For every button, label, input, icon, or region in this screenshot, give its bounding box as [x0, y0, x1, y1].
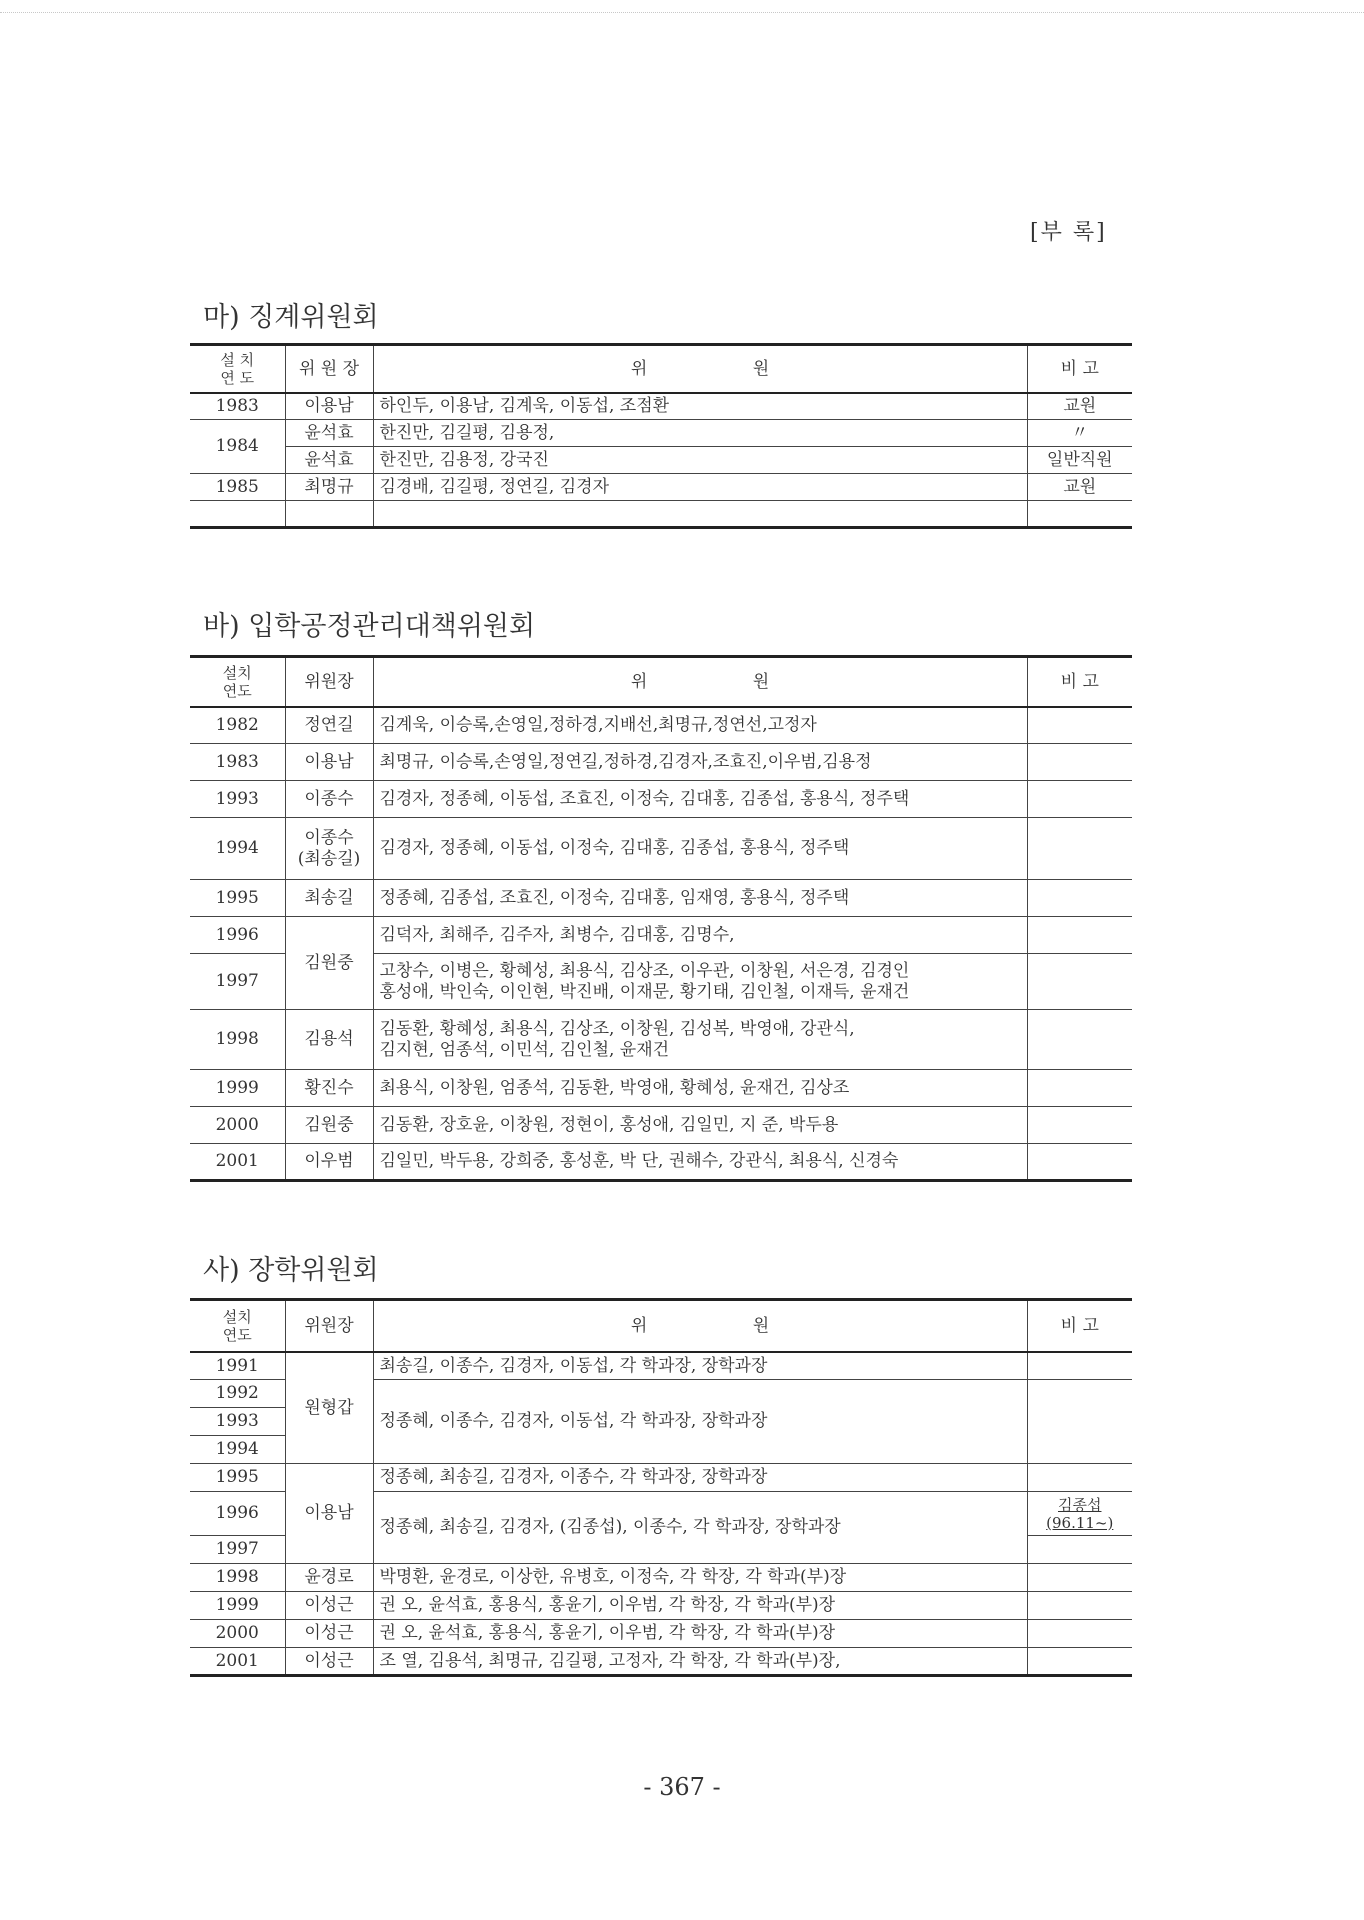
table-row — [190, 420, 1132, 447]
cell-members: 정종혜, 김종섭, 조효진, 이정숙, 김대홍, 임재영, 홍용식, 정주택 — [373, 880, 1027, 917]
table-row — [190, 1010, 1132, 1070]
table-header-row — [190, 1300, 1132, 1352]
cell-members: 하인두, 이용남, 김계욱, 이동섭, 조점환 — [373, 393, 1027, 420]
cell-members: 한진만, 김길평, 김용정, — [373, 420, 1027, 447]
cell-year: 1998 — [190, 1010, 285, 1070]
admission-fairness-committee-table — [190, 655, 1132, 1182]
cell-year: 1992 — [190, 1380, 285, 1408]
cell-note — [1027, 880, 1132, 917]
cell-chair: 윤석효 — [285, 447, 373, 474]
cell-year: 1984 — [190, 420, 285, 474]
page-number: - 367 - — [643, 1773, 721, 1801]
cell-note — [1027, 1352, 1132, 1380]
header-chair: 위 원 장 — [285, 345, 373, 393]
table-row — [190, 1564, 1132, 1592]
cell-year: 1997 — [190, 954, 285, 1010]
table-row — [190, 1620, 1132, 1648]
header-members: 위 원 — [373, 345, 1027, 393]
cell-note — [1027, 744, 1132, 781]
cell-year: 2000 — [190, 1620, 285, 1648]
cell-members: 권 오, 윤석효, 홍용식, 홍윤기, 이우범, 각 학장, 각 학과(부)장 — [373, 1620, 1027, 1648]
table-header-row — [190, 345, 1132, 393]
table-row — [190, 474, 1132, 501]
cell-note: 교원 — [1027, 474, 1132, 501]
cell-members: 한진만, 김용정, 강국진 — [373, 447, 1027, 474]
cell-year: 1993 — [190, 781, 285, 818]
cell-members: 김동환, 황혜성, 최용식, 김상조, 이창원, 김성복, 박영애, 강관식, 김지현, 엄종석, 이민석, 김인철, 윤재건 — [373, 1010, 1027, 1070]
cell-year: 2001 — [190, 1648, 285, 1676]
cell-note — [1027, 1010, 1132, 1070]
cell-members: 김계욱, 이승록,손영일,정하경,지배선,최명규,정연선,고정자 — [373, 707, 1027, 744]
cell-chair: 김원중 — [285, 1107, 373, 1144]
header-note: 비 고 — [1027, 1300, 1132, 1352]
header-chair: 위원장 — [285, 657, 373, 707]
cell-year: 1985 — [190, 474, 285, 501]
cell-members: 최송길, 이종수, 김경자, 이동섭, 각 학과장, 장학과장 — [373, 1352, 1027, 1380]
cell-note: 김종섭 (96.11~) — [1027, 1492, 1132, 1536]
cell-chair: 이용남 — [285, 744, 373, 781]
cell-members: 최명규, 이승록,손영일,정연길,정하경,김경자,조효진,이우범,김용정 — [373, 744, 1027, 781]
cell-chair: 이종수 — [285, 781, 373, 818]
cell-note — [1027, 1464, 1132, 1492]
cell-members: 김일민, 박두용, 강희중, 홍성훈, 박 단, 권해수, 강관식, 최용식, 신경숙 — [373, 1144, 1027, 1181]
cell-year: 1996 — [190, 1492, 285, 1536]
cell-note — [1027, 1070, 1132, 1107]
cell-note — [1027, 818, 1132, 880]
table-row — [190, 393, 1132, 420]
header-members: 위 원 — [373, 1300, 1027, 1352]
cell-chair: 이성근 — [285, 1592, 373, 1620]
cell-year: 1993 — [190, 1408, 285, 1436]
cell-year: 1999 — [190, 1592, 285, 1620]
cell-note — [1027, 1144, 1132, 1181]
header-year: 설 치 연 도 — [190, 345, 285, 393]
table-row — [190, 744, 1132, 781]
cell-members: 최용식, 이창원, 엄종석, 김동환, 박영애, 황혜성, 윤재건, 김상조 — [373, 1070, 1027, 1107]
cell-year: 2000 — [190, 1107, 285, 1144]
cell-chair: 원형갑 — [285, 1352, 373, 1464]
top-border — [0, 12, 1364, 13]
cell-chair: 황진수 — [285, 1070, 373, 1107]
cell-chair: 이성근 — [285, 1620, 373, 1648]
cell-year: 1998 — [190, 1564, 285, 1592]
header-year: 설치 연도 — [190, 657, 285, 707]
cell-year: 1995 — [190, 1464, 285, 1492]
cell-members: 김경배, 김길평, 정연길, 김경자 — [373, 474, 1027, 501]
table-row — [190, 1144, 1132, 1181]
cell-year: 1999 — [190, 1070, 285, 1107]
cell-chair: 윤석효 — [285, 420, 373, 447]
cell-chair: 이용남 — [285, 1464, 373, 1564]
cell-members: 김경자, 정종혜, 이동섭, 조효진, 이정숙, 김대홍, 김종섭, 홍용식, 정주택 — [373, 781, 1027, 818]
cell-note: 〃 — [1027, 420, 1132, 447]
cell-note — [1027, 1620, 1132, 1648]
table-header-row — [190, 657, 1132, 707]
cell-year: 1983 — [190, 744, 285, 781]
cell-members: 정종혜, 최송길, 김경자, 이종수, 각 학과장, 장학과장 — [373, 1464, 1027, 1492]
cell-members: 조 열, 김용석, 최명규, 김길평, 고정자, 각 학장, 각 학과(부)장, — [373, 1648, 1027, 1676]
table-row — [190, 781, 1132, 818]
header-note: 비 고 — [1027, 657, 1132, 707]
table-row — [190, 917, 1132, 954]
table-row-empty — [190, 501, 1132, 528]
cell-chair: 이종수 (최송길) — [285, 818, 373, 880]
cell-members: 고창수, 이병은, 황혜성, 최용식, 김상조, 이우관, 이창원, 서은경, 김경인 홍성애, 박인숙, 이인현, 박진배, 이재문, 황기태, 김인철, 이재득, 윤재건 — [373, 954, 1027, 1010]
table-row — [190, 1070, 1132, 1107]
table-row — [190, 707, 1132, 744]
cell-members: 김동환, 장호윤, 이창원, 정현이, 홍성애, 김일민, 지 준, 박두용 — [373, 1107, 1027, 1144]
cell-year: 1995 — [190, 880, 285, 917]
cell-note — [1027, 781, 1132, 818]
cell-members: 박명환, 윤경로, 이상한, 유병호, 이정숙, 각 학장, 각 학과(부)장 — [373, 1564, 1027, 1592]
scholarship-committee-table — [190, 1298, 1132, 1677]
cell-note — [1027, 917, 1132, 954]
cell-year: 1983 — [190, 393, 285, 420]
table-row — [190, 1464, 1132, 1492]
disciplinary-committee-table — [190, 343, 1132, 529]
cell-members: 정종혜, 최송길, 김경자, (김종섭), 이종수, 각 학과장, 장학과장 — [373, 1492, 1027, 1564]
table-row — [190, 818, 1132, 880]
header-chair: 위원장 — [285, 1300, 373, 1352]
header-note: 비 고 — [1027, 345, 1132, 393]
cell-note — [1027, 1536, 1132, 1564]
cell-note — [1027, 1648, 1132, 1676]
appendix-label: [부 록] — [1030, 220, 1107, 245]
section-title-admission-fairness: 바) 입학공정관리대책위원회 — [203, 611, 536, 642]
header-year: 설치 연도 — [190, 1300, 285, 1352]
cell-year: 1991 — [190, 1352, 285, 1380]
cell-chair: 이용남 — [285, 393, 373, 420]
cell-note — [1027, 1107, 1132, 1144]
cell-note — [1027, 1380, 1132, 1464]
cell-note: 교원 — [1027, 393, 1132, 420]
cell-note: 일반직원 — [1027, 447, 1132, 474]
cell-year: 1982 — [190, 707, 285, 744]
table-row — [190, 1107, 1132, 1144]
cell-year: 1996 — [190, 917, 285, 954]
cell-members: 정종혜, 이종수, 김경자, 이동섭, 각 학과장, 장학과장 — [373, 1380, 1027, 1464]
cell-year: 1994 — [190, 818, 285, 880]
table-row — [190, 1648, 1132, 1676]
cell-chair: 최명규 — [285, 474, 373, 501]
table-row — [190, 1352, 1132, 1380]
cell-note — [1027, 707, 1132, 744]
table-row — [190, 447, 1132, 474]
cell-note — [1027, 1564, 1132, 1592]
cell-members: 김덕자, 최해주, 김주자, 최병수, 김대홍, 김명수, — [373, 917, 1027, 954]
table-row — [190, 1592, 1132, 1620]
cell-year: 1997 — [190, 1536, 285, 1564]
cell-members: 권 오, 윤석효, 홍용식, 홍윤기, 이우범, 각 학장, 각 학과(부)장 — [373, 1592, 1027, 1620]
cell-year: 1994 — [190, 1436, 285, 1464]
cell-members: 김경자, 정종혜, 이동섭, 이정숙, 김대홍, 김종섭, 홍용식, 정주택 — [373, 818, 1027, 880]
cell-chair: 이성근 — [285, 1648, 373, 1676]
cell-chair: 김원중 — [285, 917, 373, 1010]
section-title-scholarship: 사) 장학위원회 — [203, 1255, 379, 1286]
cell-chair: 윤경로 — [285, 1564, 373, 1592]
cell-chair: 정연길 — [285, 707, 373, 744]
header-members: 위 원 — [373, 657, 1027, 707]
cell-chair: 이우범 — [285, 1144, 373, 1181]
cell-chair: 최송길 — [285, 880, 373, 917]
table-row — [190, 880, 1132, 917]
cell-note — [1027, 1592, 1132, 1620]
cell-year: 2001 — [190, 1144, 285, 1181]
section-title-disciplinary: 마) 징계위원회 — [203, 302, 379, 333]
cell-chair: 김용석 — [285, 1010, 373, 1070]
cell-note — [1027, 954, 1132, 1010]
